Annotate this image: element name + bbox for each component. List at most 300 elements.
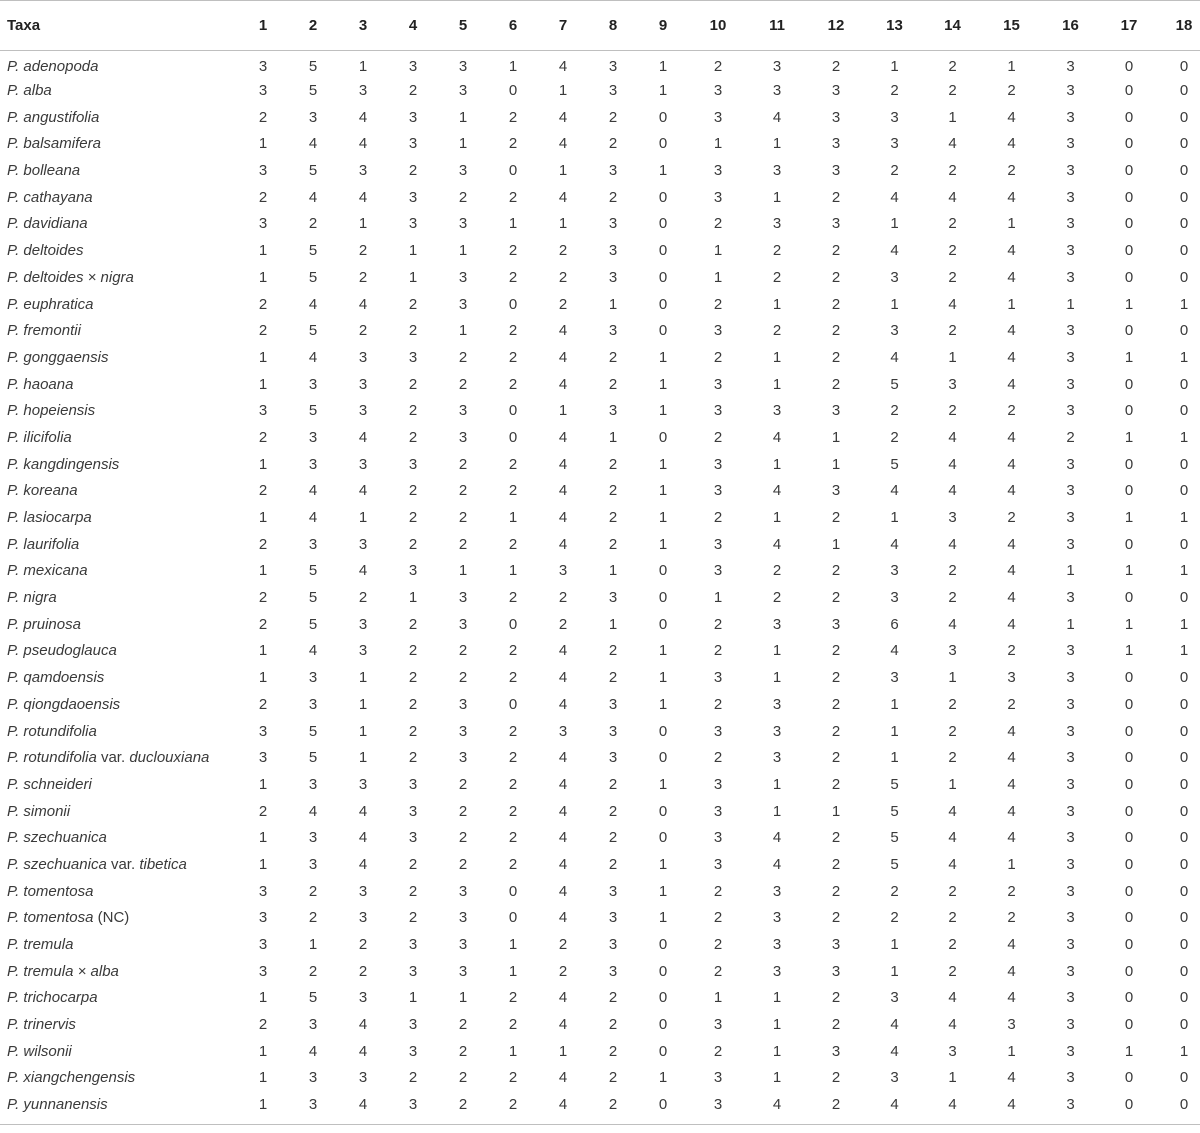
value-cell-col-6: 2 [508,802,518,820]
value-cell-col-3: 1 [358,57,368,75]
value-cell-col-8: 2 [608,1016,618,1034]
value-cell-col-7: 4 [558,1016,568,1034]
value-cell-col-4: 3 [408,108,418,126]
value-cell-col-8: 2 [608,669,618,687]
value-cell-col-11: 1 [772,348,782,366]
value-cell-col-8: 3 [608,215,618,233]
value-cell-col-15: 4 [1007,829,1016,847]
value-cell-col-17: 0 [1124,669,1134,687]
value-cell-col-16: 3 [1066,589,1075,607]
value-cell-col-18: 0 [1179,1096,1189,1114]
table-row [0,718,1200,745]
taxa-name-italic: P. pseudoglauca [7,642,117,660]
value-cell-col-5: 2 [458,1069,468,1087]
value-cell-col-5: 2 [458,482,468,500]
value-cell-col-5: 3 [458,615,468,633]
taxa-name-cell [0,51,238,78]
value-cell-col-18: 1 [1179,428,1189,446]
table-row [0,531,1200,558]
value-cell-col-3: 2 [358,322,368,340]
value-cell-col-8: 3 [608,962,618,980]
value-cell-col-8: 1 [608,428,618,446]
value-cell-col-18: 0 [1179,962,1189,980]
value-cell-col-1: 3 [258,909,268,927]
value-cell-col-16: 3 [1066,57,1075,75]
value-cell-col-14: 2 [948,322,957,340]
value-cell-col-5: 2 [458,1016,468,1034]
value-cell-col-6: 2 [508,455,518,473]
value-cell-col-10: 2 [713,882,723,900]
value-cell-col-13: 3 [890,1069,899,1087]
value-cell-col-1: 2 [258,428,268,446]
value-cell-col-15: 1 [1007,57,1016,75]
value-cell-col-7: 2 [558,936,568,954]
taxa-name-italic: P. wilsonii [7,1042,72,1060]
taxa-name-cell [0,664,238,691]
table-row [0,584,1200,611]
taxa-name-italic: P. alba [7,82,52,100]
value-cell-col-5: 2 [458,1096,468,1114]
value-cell-col-8: 3 [608,909,618,927]
value-cell-col-5: 2 [458,775,468,793]
value-cell-col-9: 0 [658,322,668,340]
value-cell-col-1: 1 [258,775,268,793]
value-cell-col-14: 4 [948,802,957,820]
value-cell-col-16: 3 [1066,375,1075,393]
value-cell-col-17: 0 [1124,936,1134,954]
value-cell-col-5: 3 [458,722,468,740]
table-row [0,1011,1200,1038]
value-cell-col-7: 4 [558,882,568,900]
table-row [0,905,1200,932]
table-row [0,424,1200,451]
taxa-name-italic: P. fremontii [7,322,81,340]
value-cell-col-14: 2 [948,749,957,767]
value-cell-col-8: 3 [608,589,618,607]
value-cell-col-1: 1 [258,1069,268,1087]
value-cell-col-11: 4 [772,428,782,446]
value-cell-col-12: 2 [831,375,841,393]
value-cell-col-2: 5 [308,722,318,740]
value-cell-col-8: 2 [608,375,618,393]
taxa-name-cell [0,1011,238,1038]
value-cell-col-1: 2 [258,295,268,313]
value-cell-col-6: 1 [508,215,518,233]
value-cell-col-1: 2 [258,1016,268,1034]
value-cell-col-6: 0 [508,428,518,446]
value-cell-col-12: 3 [831,135,841,153]
column-header-17: 17 [1100,1,1158,51]
value-cell-col-5: 1 [458,562,468,580]
value-cell-col-7: 4 [558,909,568,927]
value-cell-col-8: 3 [608,749,618,767]
taxa-name-cell [0,371,238,398]
value-cell-col-1: 1 [258,135,268,153]
value-cell-col-3: 2 [358,268,368,286]
value-cell-col-3: 3 [358,535,368,553]
value-cell-col-3: 3 [358,348,368,366]
value-cell-col-5: 1 [458,989,468,1007]
value-cell-col-4: 2 [408,1069,418,1087]
value-cell-col-6: 2 [508,829,518,847]
value-cell-col-1: 1 [258,1096,268,1114]
value-cell-col-1: 1 [258,669,268,687]
value-cell-col-18: 0 [1179,482,1189,500]
value-cell-col-14: 4 [948,135,957,153]
column-header-16: 16 [1041,1,1100,51]
value-cell-col-12: 3 [831,82,841,100]
value-cell-col-10: 3 [713,535,723,553]
value-cell-col-1: 1 [258,562,268,580]
table-row [0,851,1200,878]
value-cell-col-4: 3 [408,1016,418,1034]
value-cell-col-7: 1 [558,215,568,233]
taxa-name-cell [0,184,238,211]
value-cell-col-13: 4 [890,535,899,553]
value-cell-col-9: 1 [658,455,668,473]
value-cell-col-4: 2 [408,509,418,527]
value-cell-col-6: 0 [508,402,518,420]
value-cell-col-6: 2 [508,482,518,500]
value-cell-col-16: 3 [1066,749,1075,767]
value-cell-col-7: 1 [558,82,568,100]
taxa-name-italic: P. yunnanensis [7,1096,108,1114]
value-cell-col-4: 2 [408,695,418,713]
value-cell-col-14: 1 [948,775,957,793]
value-cell-col-7: 4 [558,669,568,687]
value-cell-col-1: 2 [258,589,268,607]
value-cell-col-4: 2 [408,615,418,633]
value-cell-col-11: 1 [772,1016,782,1034]
value-cell-col-8: 1 [608,562,618,580]
value-cell-col-15: 4 [1007,108,1016,126]
value-cell-col-16: 3 [1066,989,1075,1007]
column-header-12: 12 [806,1,866,51]
value-cell-col-1: 3 [258,402,268,420]
value-cell-col-5: 1 [458,135,468,153]
value-cell-col-6: 2 [508,989,518,1007]
value-cell-col-18: 0 [1179,829,1189,847]
value-cell-col-7: 1 [558,402,568,420]
taxa-name-cell [0,1091,238,1118]
value-cell-col-18: 1 [1179,348,1189,366]
value-cell-col-8: 2 [608,802,618,820]
taxa-name-cell [0,931,238,958]
value-cell-col-16: 1 [1066,562,1075,580]
value-cell-col-13: 1 [890,695,899,713]
value-cell-col-10: 2 [713,615,723,633]
value-cell-col-17: 0 [1124,375,1134,393]
value-cell-col-6: 2 [508,1069,518,1087]
value-cell-col-10: 3 [713,775,723,793]
value-cell-col-6: 2 [508,1016,518,1034]
value-cell-col-18: 1 [1179,1042,1189,1060]
value-cell-col-15: 4 [1007,428,1016,446]
taxa-name-italic: P. nigra [7,589,57,607]
value-cell-col-18: 0 [1179,215,1189,233]
value-cell-col-8: 2 [608,188,618,206]
value-cell-col-6: 0 [508,82,518,100]
value-cell-col-1: 3 [258,162,268,180]
column-header-10: 10 [688,1,748,51]
value-cell-col-11: 1 [772,375,782,393]
value-cell-col-14: 4 [948,455,957,473]
value-cell-col-9: 0 [658,615,668,633]
taxa-name-cell [0,77,238,104]
value-cell-col-3: 1 [358,722,368,740]
column-header-11: 11 [748,1,806,51]
value-cell-col-18: 0 [1179,162,1189,180]
value-cell-col-11: 1 [772,1042,782,1060]
taxa-name-cell [0,718,238,745]
value-cell-col-7: 4 [558,1096,568,1114]
value-cell-col-2: 5 [308,268,318,286]
value-cell-col-15: 4 [1007,455,1016,473]
value-cell-col-11: 1 [772,455,782,473]
value-cell-col-17: 1 [1124,562,1134,580]
taxa-name-cell [0,317,238,344]
taxa-name-italic: P. rotundifolia [7,722,97,740]
value-cell-col-16: 3 [1066,108,1075,126]
value-cell-col-13: 4 [890,242,899,260]
value-cell-col-17: 0 [1124,775,1134,793]
value-cell-col-9: 1 [658,348,668,366]
value-cell-col-10: 3 [713,855,723,873]
value-cell-col-8: 3 [608,82,618,100]
value-cell-col-9: 1 [658,855,668,873]
taxa-name-italic: P. gonggaensis [7,348,109,366]
value-cell-col-18: 0 [1179,242,1189,260]
value-cell-col-3: 1 [358,669,368,687]
value-cell-col-18: 0 [1179,322,1189,340]
value-cell-col-5: 2 [458,535,468,553]
value-cell-col-9: 0 [658,802,668,820]
value-cell-col-13: 5 [890,775,899,793]
value-cell-col-8: 1 [608,295,618,313]
value-cell-col-2: 5 [308,57,318,75]
value-cell-col-9: 0 [658,268,668,286]
value-cell-col-9: 1 [658,669,668,687]
value-cell-col-7: 3 [558,722,568,740]
taxa-name-italic: P. simonii [7,802,71,820]
value-cell-col-2: 4 [308,802,318,820]
value-cell-col-5: 3 [458,589,468,607]
value-cell-col-10: 3 [713,162,723,180]
value-cell-col-17: 0 [1124,855,1134,873]
value-cell-col-17: 1 [1124,348,1134,366]
value-cell-col-12: 3 [831,936,841,954]
value-cell-col-10: 2 [713,509,723,527]
value-cell-col-3: 2 [358,962,368,980]
value-cell-col-12: 2 [831,829,841,847]
value-cell-col-16: 3 [1066,135,1075,153]
value-cell-col-8: 3 [608,57,618,75]
taxa-name-infraspecific: duclouxiana [129,749,210,767]
value-cell-col-14: 4 [948,188,957,206]
value-cell-col-17: 1 [1124,642,1134,660]
value-cell-col-4: 1 [408,989,418,1007]
value-cell-col-14: 2 [948,242,957,260]
value-cell-col-13: 3 [890,108,899,126]
value-cell-col-16: 3 [1066,215,1075,233]
value-cell-col-16: 3 [1066,855,1075,873]
value-cell-col-10: 2 [713,909,723,927]
value-cell-col-18: 0 [1179,57,1189,75]
value-cell-col-6: 0 [508,162,518,180]
value-cell-col-5: 2 [458,188,468,206]
value-cell-col-10: 2 [713,749,723,767]
value-cell-col-14: 2 [948,695,957,713]
column-header-taxa: Taxa [0,1,238,51]
table-row [0,1065,1200,1092]
value-cell-col-1: 3 [258,82,268,100]
value-cell-col-4: 3 [408,57,418,75]
table-row [0,1038,1200,1065]
column-header-13: 13 [866,1,923,51]
taxa-name-cell [0,531,238,558]
table-row [0,798,1200,825]
value-cell-col-13: 1 [890,962,899,980]
value-cell-col-9: 1 [658,57,668,75]
value-cell-col-15: 2 [1007,82,1016,100]
value-cell-col-16: 3 [1066,802,1075,820]
value-cell-col-14: 2 [948,909,957,927]
value-cell-col-11: 4 [772,855,782,873]
column-header-8: 8 [588,1,638,51]
taxa-name-qualifier: var. [106,855,140,873]
value-cell-col-3: 4 [358,135,368,153]
value-cell-col-13: 5 [890,455,899,473]
value-cell-col-15: 4 [1007,482,1016,500]
value-cell-col-2: 4 [308,509,318,527]
value-cell-col-8: 2 [608,509,618,527]
value-cell-col-1: 2 [258,615,268,633]
value-cell-col-9: 0 [658,722,668,740]
taxa-name-cell [0,851,238,878]
value-cell-col-2: 3 [308,1016,318,1034]
value-cell-col-17: 0 [1124,188,1134,206]
value-cell-col-17: 0 [1124,135,1134,153]
value-cell-col-7: 4 [558,775,568,793]
value-cell-col-7: 4 [558,108,568,126]
value-cell-col-1: 3 [258,57,268,75]
value-cell-col-16: 3 [1066,722,1075,740]
value-cell-col-1: 3 [258,749,268,767]
value-cell-col-2: 5 [308,749,318,767]
value-cell-col-15: 1 [1007,855,1016,873]
value-cell-col-13: 1 [890,215,899,233]
value-cell-col-16: 3 [1066,829,1075,847]
value-cell-col-15: 2 [1007,642,1016,660]
value-cell-col-4: 2 [408,82,418,100]
value-cell-col-7: 4 [558,1069,568,1087]
value-cell-col-6: 2 [508,722,518,740]
taxa-name-cell [0,478,238,505]
value-cell-col-4: 2 [408,749,418,767]
value-cell-col-16: 3 [1066,535,1075,553]
value-cell-col-2: 3 [308,108,318,126]
value-cell-col-11: 1 [772,642,782,660]
value-cell-col-15: 2 [1007,509,1016,527]
value-cell-col-11: 2 [772,589,782,607]
taxa-name-cell [0,878,238,905]
value-cell-col-16: 3 [1066,909,1075,927]
value-cell-col-1: 1 [258,855,268,873]
value-cell-col-12: 2 [831,855,841,873]
value-cell-col-6: 0 [508,295,518,313]
value-cell-col-2: 4 [308,295,318,313]
value-cell-col-8: 3 [608,695,618,713]
value-cell-col-17: 1 [1124,295,1134,313]
column-header-1: 1 [238,1,288,51]
value-cell-col-8: 3 [608,722,618,740]
value-cell-col-1: 3 [258,215,268,233]
value-cell-col-17: 0 [1124,909,1134,927]
table-row [0,291,1200,318]
column-header-9: 9 [638,1,688,51]
value-cell-col-9: 1 [658,82,668,100]
value-cell-col-2: 2 [308,909,318,927]
value-cell-col-5: 3 [458,695,468,713]
value-cell-col-9: 0 [658,989,668,1007]
value-cell-col-9: 0 [658,242,668,260]
table-body [0,51,1200,1119]
taxa-name-italic: P. szechuanica [7,829,107,847]
value-cell-col-18: 0 [1179,855,1189,873]
table-row [0,824,1200,851]
table-row [0,211,1200,238]
value-cell-col-7: 4 [558,455,568,473]
value-cell-col-9: 0 [658,1042,668,1060]
value-cell-col-7: 2 [558,295,568,313]
value-cell-col-9: 0 [658,936,668,954]
value-cell-col-11: 3 [772,162,782,180]
value-cell-col-17: 0 [1124,242,1134,260]
value-cell-col-9: 1 [658,775,668,793]
value-cell-col-9: 1 [658,695,668,713]
table-row [0,104,1200,131]
value-cell-col-7: 4 [558,695,568,713]
value-cell-col-13: 2 [890,162,899,180]
value-cell-col-14: 3 [948,1042,957,1060]
taxa-name-italic: P. tomentosa [7,882,94,900]
value-cell-col-15: 4 [1007,1096,1016,1114]
value-cell-col-3: 3 [358,615,368,633]
value-cell-col-11: 3 [772,882,782,900]
value-cell-col-5: 3 [458,962,468,980]
value-cell-col-14: 2 [948,82,957,100]
value-cell-col-14: 4 [948,1016,957,1034]
table-row [0,958,1200,985]
value-cell-col-9: 0 [658,188,668,206]
value-cell-col-13: 5 [890,829,899,847]
value-cell-col-2: 5 [308,82,318,100]
value-cell-col-6: 2 [508,535,518,553]
value-cell-col-14: 4 [948,829,957,847]
value-cell-col-7: 4 [558,989,568,1007]
value-cell-col-11: 4 [772,1096,782,1114]
value-cell-col-10: 2 [713,295,723,313]
value-cell-col-6: 1 [508,936,518,954]
value-cell-col-4: 2 [408,722,418,740]
value-cell-col-17: 0 [1124,268,1134,286]
value-cell-col-18: 0 [1179,749,1189,767]
value-cell-col-6: 1 [508,1042,518,1060]
value-cell-col-15: 4 [1007,188,1016,206]
value-cell-col-10: 2 [713,348,723,366]
taxa-name-italic: P. koreana [7,482,78,500]
value-cell-col-13: 2 [890,82,899,100]
